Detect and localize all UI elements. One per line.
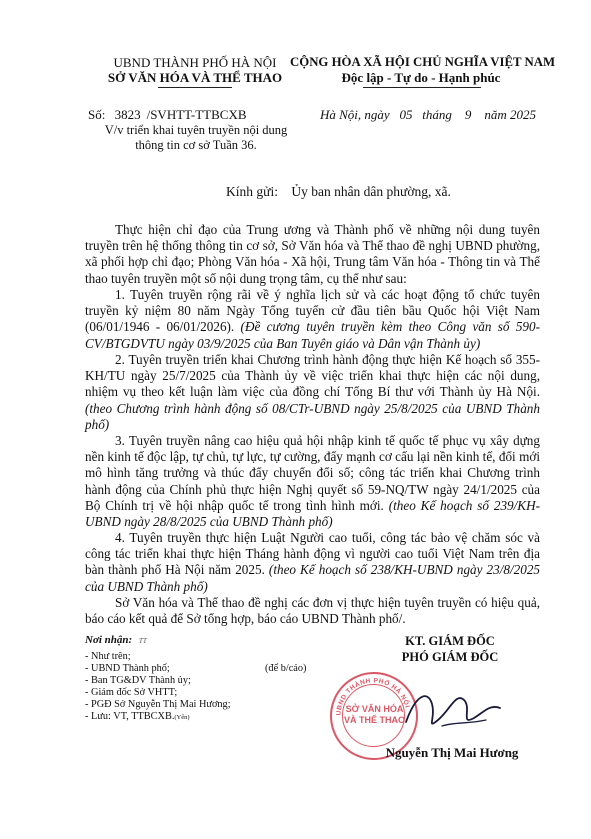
seal-center-line-1: SỞ VĂN HÓA: [345, 704, 404, 714]
item-1: [85, 287, 540, 352]
date-month: 9: [464, 107, 472, 122]
motto-underline: [363, 87, 481, 88]
item-4-text: 4. Tuyên truyền thực hiện Luật Người cao tuổi, công tác bảo vệ chăm sóc và công tác triển khai thực hiện Tháng hành động vì người cao tuổi Việt Nam trên địa bàn thành phố Hà Nội năm 2025.: [85, 530, 540, 578]
national-motto: Độc lập - Tự do - Hạnh phúc: [341, 70, 501, 85]
recipient-3: - Ban TG&DV Thành ủy;: [85, 675, 191, 686]
doc-number-code: /SVHTT-TTBCXB: [146, 107, 247, 122]
recipients-heading-initials: TT: [138, 637, 147, 645]
recipients-heading: [85, 635, 147, 648]
item-2-text: 2. Tuyên truyền triển khai Chương trình hành động thực hiện Kế hoạch số 355-KH/TU ngày 25/7/2025 của Thành ủy về việc triển khai thực hiện các nội dung, nhiệm vụ theo kết luận làm việc của đồng chí Tổng Bí thư với Thành ủy Hà Nội.: [85, 352, 540, 400]
date-day: 05: [399, 107, 413, 122]
item-3-note: (theo Kế hoạch số 239/KH-UBND ngày 28/8/2025 của UBND Thành phố): [85, 497, 541, 530]
document-number: [88, 107, 247, 123]
date-year: 2025: [509, 107, 536, 122]
item-4-note: (theo Kế hoạch số 238/KH-UBND ngày 23/8/2025 của UBND Thành phố): [85, 562, 541, 594]
recipient-1: - Như trên;: [85, 651, 131, 662]
place-and-date: [320, 107, 536, 123]
recipient-6: [85, 711, 190, 724]
recipient-5: - PGĐ Sở Nguyễn Thị Mai Hương;: [85, 699, 231, 710]
item-1-note: (Đề cương tuyên truyền kèm theo Công văn số 590-CV/BTGDVTU ngày 03/9/2025 của Ban Tuyên giáo và Dân vận Thành ủy): [85, 319, 540, 351]
handwritten-signature: [398, 682, 508, 740]
greeting-recipient: Ủy ban nhân dân phường, xã.: [291, 184, 451, 199]
doc-number-value: 3823: [114, 107, 141, 122]
seal-inner-ring: [342, 684, 405, 747]
agency-name: SỞ VĂN HÓA VÀ THỂ THAO: [107, 70, 283, 85]
archive-initials: (Yến): [174, 714, 190, 721]
recipients-heading-label: Nơi nhận:: [85, 634, 133, 646]
item-2: [85, 352, 540, 433]
subject-line-2: thông tin cơ sở Tuần 36.: [135, 138, 257, 152]
recipient-4: - Giám đốc Sở VHTT;: [85, 687, 178, 698]
item-3-text: 3. Tuyên truyền nâng cao hiệu quả hội nhập kinh tế quốc tế phục vụ xây dựng nền kinh tế độc lập, tự chủ, tự lực, tự cường, đẩy mạnh cơ cấu lại nền kinh tế, đổi mới mô hình tăng trưởng và thúc đẩy chuyển đổi số; công tác triển khai Chương trình hành động của Chính phủ thực hiện Nghị quyết số 59-NQ/TW ngày 24/1/2025 của Bộ Chính trị về hội nhập quốc tế trong tình hình mới.: [85, 433, 540, 513]
subject-line-1: V/v triển khai tuyên truyền nội dung: [104, 123, 288, 137]
signature-position: PHÓ GIÁM ĐỐC: [401, 650, 499, 664]
seal-ring-label: UBND THÀNH PHỐ HÀ NỘI: [335, 677, 411, 716]
agency-underline: [158, 87, 232, 88]
doc-number-label: Số:: [88, 107, 106, 122]
greeting: [226, 184, 451, 200]
seal-center-line-2: VÀ THỂ THAO: [343, 715, 405, 725]
report-note: (để b/cáo): [265, 663, 307, 674]
item-4: [85, 530, 540, 595]
recipient-2: - UBND Thành phố;: [85, 663, 170, 674]
date-year-label: năm: [484, 107, 507, 122]
signature-on-behalf: KT. GIÁM ĐỐC: [405, 634, 495, 648]
date-prefix: Hà Nội, ngày: [320, 107, 390, 122]
closing-paragraph: Sở Văn hóa và Thể thao đề nghị các đơn vị thực hiện tuyên truyền có hiệu quả, báo cáo kết quả để Sở tổng hợp, báo cáo UBND Thành phố/.: [85, 595, 540, 627]
greeting-label: Kính gửi:: [226, 184, 278, 199]
date-month-label: tháng: [422, 107, 452, 122]
recipient-6-label: - Lưu: VT, TTBCXB.: [85, 711, 175, 722]
intro-paragraph: Thực hiện chỉ đạo của Trung ương và Thành phố về những nội dung tuyên truyền trên hệ thống thông tin cơ sở, Sở Văn hóa và Thể thao đề nghị UBND phường, xã phối hợp chỉ đạo; Phòng Văn hóa - Xã hội, Trung tâm Văn hóa - Thông tin và Thể thao tuyên truyền một số nội dung trọng tâm, cụ thể như sau:: [85, 222, 540, 286]
item-1-text: 1. Tuyên truyền rộng rãi về ý nghĩa lịch sử và các hoạt động tổ chức tuyên truyền kỷ niệm 80 năm Ngày Tổng tuyển cử đầu tiên bầu Quốc hội Việt Nam (06/01/1946 - 06/01/2026).: [85, 287, 540, 335]
item-3: [85, 433, 540, 530]
country-name: CỘNG HÒA XÃ HỘI CHỦ NGHĨA VIỆT NAM: [290, 55, 556, 69]
agency-parent: UBND THÀNH PHỐ HÀ NỘI: [113, 55, 277, 70]
signer-name: Nguyễn Thị Mai Hương: [385, 745, 519, 760]
item-2-note: (theo Chương trình hành động số 08/CTr-UBND ngày 25/8/2025 của UBND Thành phố): [85, 400, 540, 432]
